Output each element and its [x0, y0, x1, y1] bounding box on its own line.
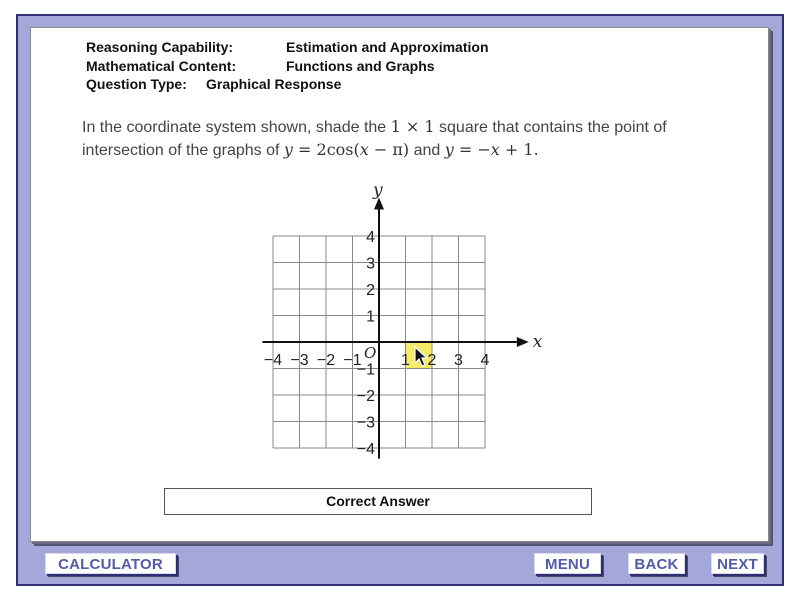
question-type-label: Question Type: — [86, 76, 187, 92]
question-type-row — [86, 75, 342, 93]
menu-button[interactable]: MENU — [534, 553, 601, 574]
reasoning-capability-row — [86, 38, 489, 56]
next-button[interactable]: NEXT — [711, 553, 764, 574]
y-tick-label: −4 — [356, 441, 375, 458]
reasoning-capability-label: Reasoning Capability: — [86, 39, 234, 55]
y-tick-label: 1 — [366, 308, 375, 326]
question-text-part: and — [413, 142, 441, 159]
x-tick-label: −1 — [343, 352, 362, 369]
eq1-end: − π) — [368, 140, 410, 159]
correct-answer-button[interactable]: Correct Answer — [164, 488, 592, 515]
x-tick-label: 4 — [480, 352, 490, 369]
mathematical-content-value: Functions and Graphs — [286, 58, 435, 74]
mathematical-content-row — [86, 57, 435, 75]
origin-label: O — [364, 344, 377, 362]
equation-1 — [284, 142, 409, 159]
x-tick-label: −2 — [316, 352, 336, 369]
x-tick-label: −3 — [290, 352, 309, 369]
eq2-x: x — [490, 140, 500, 159]
coordinate-grid[interactable] — [240, 180, 543, 470]
question-text-part: intersection of the graphs of — [82, 142, 280, 159]
eq1-y: y — [283, 140, 293, 159]
x-tick-label: 1 — [401, 352, 410, 369]
eq2-mid: = − — [453, 140, 491, 159]
x-axis-arrow-icon — [517, 337, 529, 347]
calculator-button[interactable]: CALCULATOR — [45, 553, 176, 574]
y-tick-label: −2 — [356, 388, 375, 405]
question-type-value: Graphical Response — [206, 76, 342, 92]
x-tick-label: 3 — [454, 352, 463, 369]
question-text-part: square that contains the point of — [439, 119, 667, 136]
y-tick-label: 4 — [366, 229, 375, 246]
y-tick-label: 3 — [366, 255, 375, 273]
y-tick-label: 2 — [366, 282, 375, 299]
y-axis-label: y — [373, 180, 383, 201]
eq1-rest: = 2cos( — [292, 140, 360, 159]
eq2-end: + 1. — [499, 140, 539, 159]
reasoning-capability-value: Estimation and Approximation — [286, 39, 489, 55]
x-tick-label: −4 — [263, 352, 283, 369]
square-size-math: 1 × 1 — [390, 117, 435, 136]
eq1-x: x — [359, 140, 369, 159]
eq2-y: y — [444, 140, 454, 159]
y-tick-label: −1 — [356, 361, 375, 379]
question-text-part: In the coordinate system shown, shade the — [82, 119, 387, 136]
x-tick-label: 2 — [427, 352, 437, 369]
back-button[interactable]: BACK — [628, 553, 685, 574]
question-line-1 — [82, 116, 752, 139]
question-text — [82, 116, 752, 162]
x-axis-label: x — [532, 332, 543, 352]
mathematical-content-label: Mathematical Content: — [86, 58, 237, 74]
question-line-2 — [82, 139, 752, 162]
y-tick-label: −3 — [356, 414, 375, 432]
equation-2 — [445, 142, 539, 159]
mouse-pointer-icon — [414, 346, 430, 373]
